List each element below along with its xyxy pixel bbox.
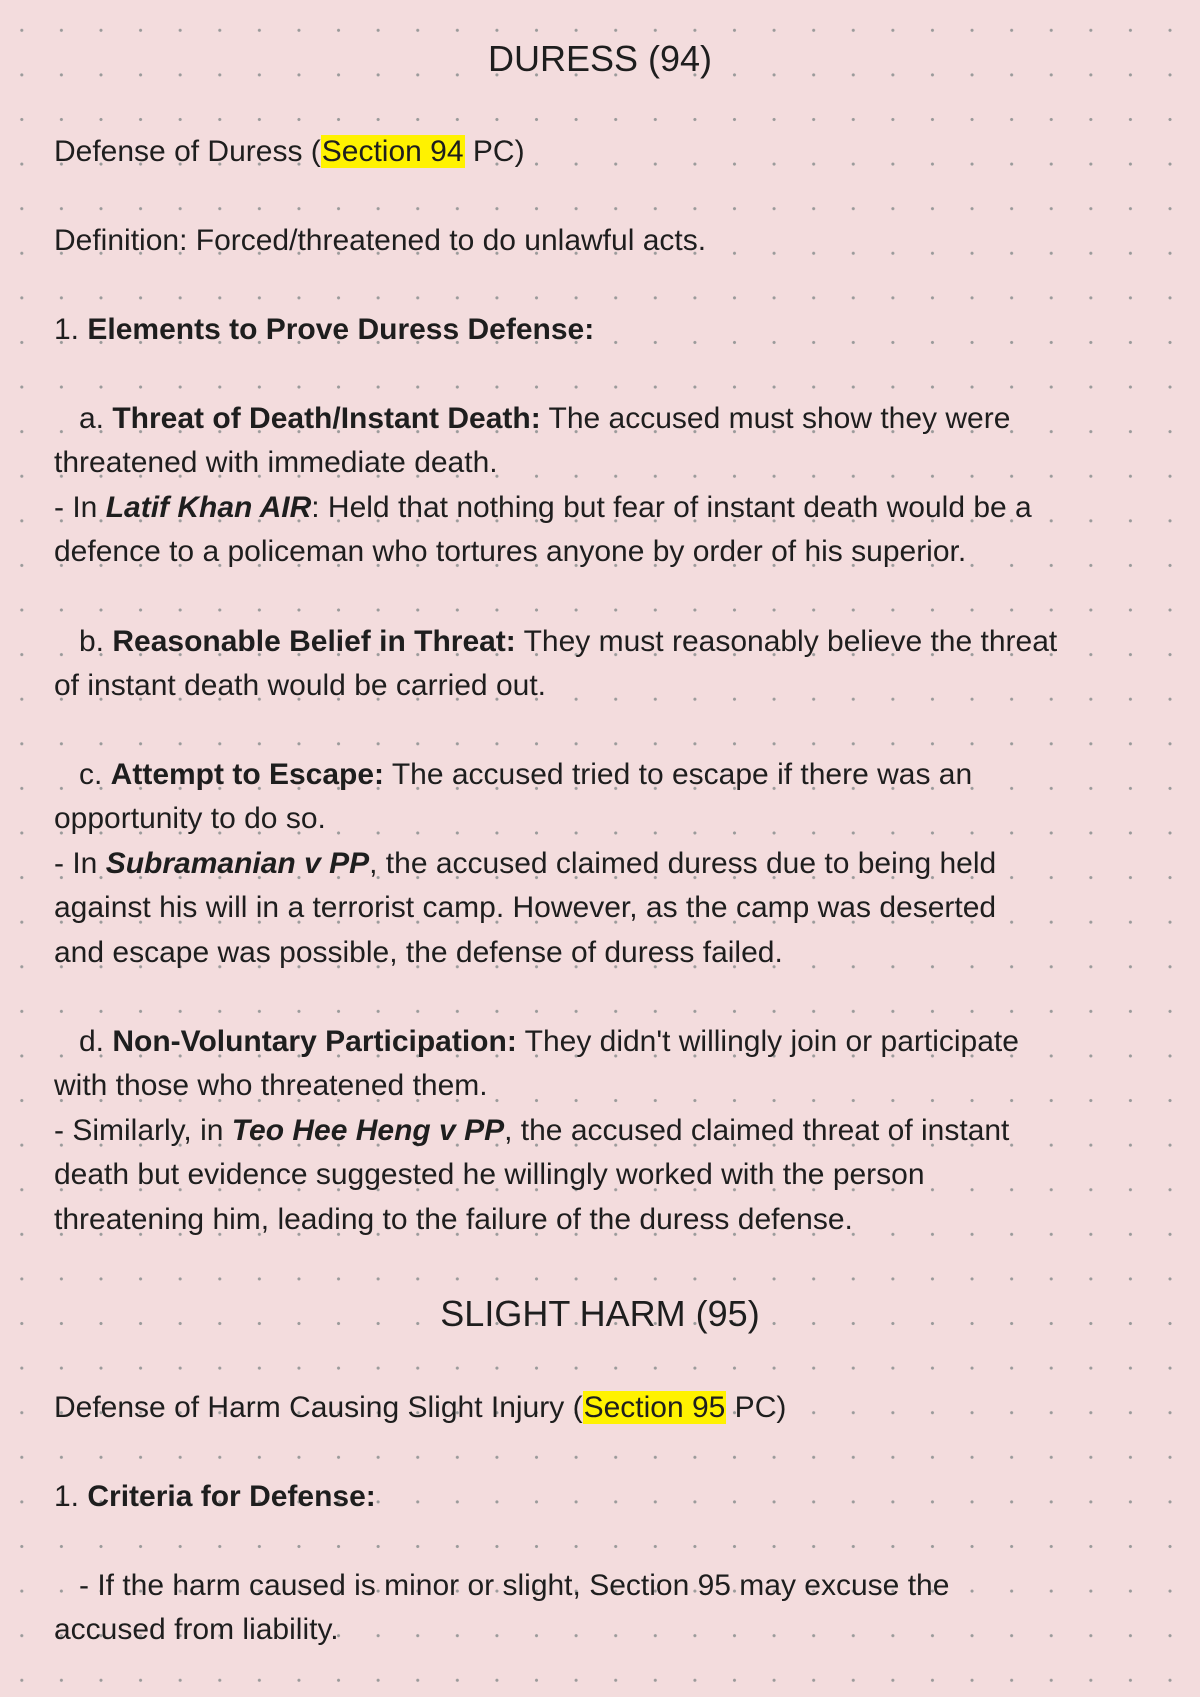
duress-intro-post: PC) — [464, 135, 525, 168]
element-b-label: b. — [79, 625, 113, 658]
duress-definition: Definition: Forced/threatened to do unlawful acts. — [54, 224, 707, 257]
element-c-text: The accused tried to escape if there was an — [384, 758, 973, 791]
element-a-head: Threat of Death/Instant Death: — [112, 402, 541, 435]
case-subramanian-pre: - In — [54, 847, 106, 880]
section-94-highlight: Section 94 — [321, 135, 464, 168]
element-d-head: Non-Voluntary Participation: — [112, 1025, 517, 1058]
slight-harm-intro-post: PC) — [726, 1391, 787, 1424]
element-b-line-1 — [54, 620, 1189, 665]
case-subramanian-line-3: and escape was possible, the defense of duress failed. — [54, 936, 783, 969]
criteria-bullet-line-1: - If the harm caused is minor or slight, Section 95 may excuse the — [79, 1569, 950, 1602]
duress-title: DURESS (94) — [487, 38, 713, 79]
case-teo-hee-heng-line-3: threatening him, leading to the failure of the duress defense. — [54, 1203, 853, 1236]
element-d-label: d. — [79, 1025, 113, 1058]
element-c-line-1 — [54, 753, 1189, 798]
element-b-text: They must reasonably believe the threat — [515, 625, 1058, 658]
criteria-heading-text: Criteria for Defense: — [87, 1480, 376, 1513]
case-latif-khan-text: : Held that nothing but fear of instant death would be a — [311, 491, 1032, 524]
element-d-text: They didn't willingly join or participate — [516, 1025, 1019, 1058]
section-95-highlight: Section 95 — [583, 1391, 726, 1424]
case-teo-hee-heng-name: Teo Hee Heng v PP — [231, 1114, 505, 1147]
element-a-line-1 — [54, 397, 1189, 442]
criteria-heading-number: 1. — [54, 1480, 88, 1513]
element-c-label: c. — [79, 758, 111, 791]
element-a-text: The accused must show they were — [540, 402, 1011, 435]
case-latif-khan — [54, 486, 1164, 531]
case-subramanian — [54, 842, 1164, 887]
slight-harm-intro — [54, 1386, 1164, 1431]
elements-heading-number: 1. — [54, 313, 88, 346]
case-latif-khan-pre: - In — [54, 491, 106, 524]
slight-harm-title: SLIGHT HARM (95) — [440, 1293, 760, 1334]
criteria-heading — [54, 1475, 1164, 1520]
criteria-bullet-line-2: accused from liability. — [54, 1613, 339, 1646]
duress-intro — [54, 130, 1164, 175]
elements-heading — [54, 308, 1164, 353]
case-teo-hee-heng — [54, 1109, 1164, 1154]
case-latif-khan-name: Latif Khan AIR — [105, 491, 312, 524]
element-d-line-2: with those who threatened them. — [54, 1069, 488, 1102]
elements-heading-text: Elements to Prove Duress Defense: — [87, 313, 595, 346]
element-c-line-2: opportunity to do so. — [54, 802, 326, 835]
slight-harm-intro-pre: Defense of Harm Causing Slight Injury ( — [54, 1391, 583, 1424]
case-latif-khan-line-2: defence to a policeman who tortures anyone by order of his superior. — [54, 535, 967, 568]
case-subramanian-line-2: against his will in a terrorist camp. However, as the camp was deserted — [54, 891, 997, 924]
case-teo-hee-heng-text: , the accused claimed threat of instant — [504, 1114, 1010, 1147]
case-subramanian-name: Subramanian v PP — [105, 847, 370, 880]
element-b-line-2: of instant death would be carried out. — [54, 669, 546, 702]
case-teo-hee-heng-line-2: death but evidence suggested he willingly worked with the person — [54, 1158, 925, 1191]
element-a-line-2: threatened with immediate death. — [54, 446, 498, 479]
element-b-head: Reasonable Belief in Threat: — [112, 625, 516, 658]
case-subramanian-text: , the accused claimed duress due to being held — [369, 847, 997, 880]
element-a-label: a. — [79, 402, 113, 435]
element-c-head: Attempt to Escape: — [110, 758, 385, 791]
case-teo-hee-heng-pre: - Similarly, in — [54, 1114, 232, 1147]
element-d-line-1 — [54, 1020, 1189, 1065]
duress-intro-pre: Defense of Duress ( — [54, 135, 321, 168]
